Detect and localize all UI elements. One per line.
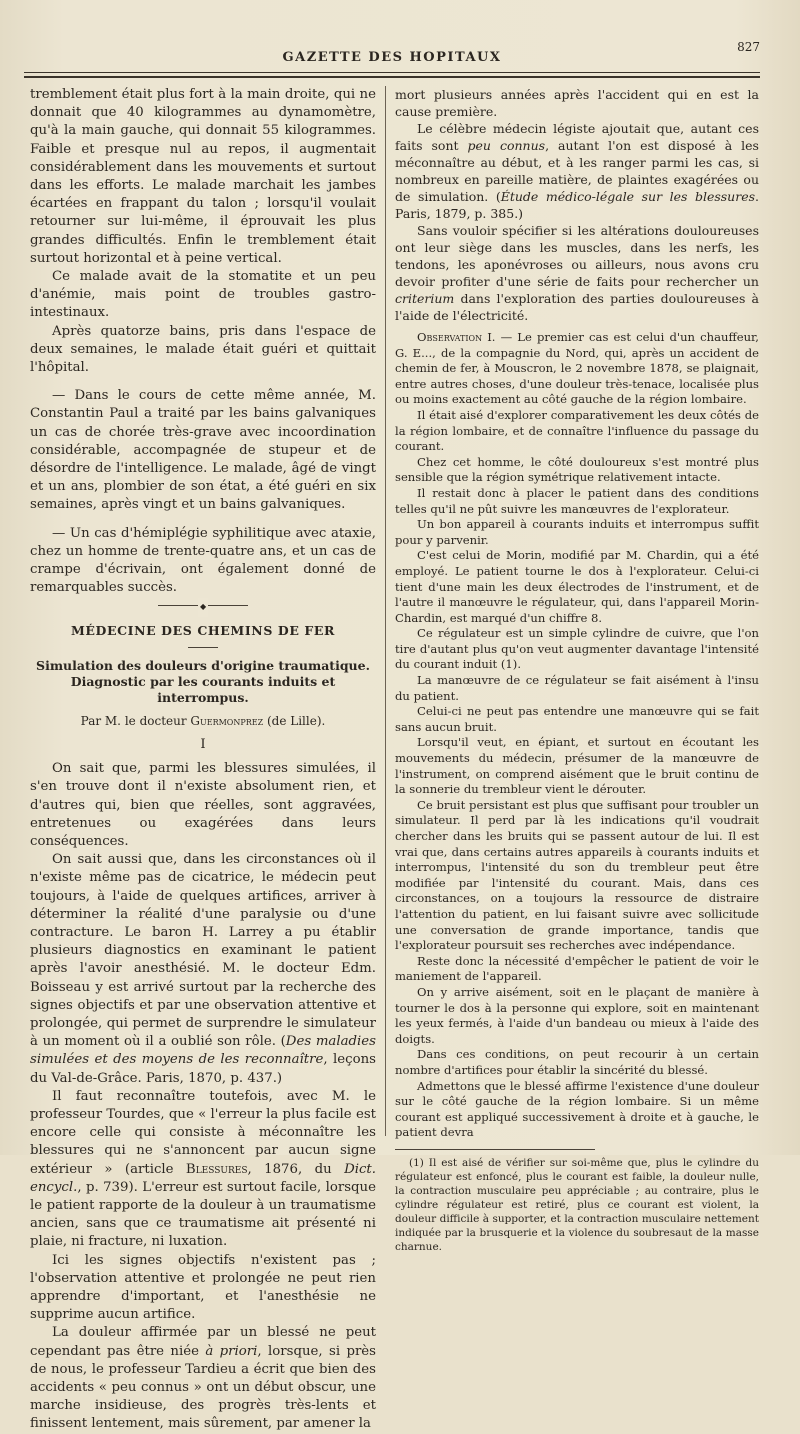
paragraph: On sait aussi que, dans les circonstances où il n'existe même pas de cicatrice, le médecin peut toujours, à l'aide de quelques artifices, arriver à déterminer la réalité d'une paralysie ou d'une contracture. Le baron H. Larrey a pu établir plusieurs diagnostics en examinant le patient après l'avoir anesthésié. M. le docteur Edm. Boisseau y est arrivé surtout par la recherche des signes objectifs et par une observation attentive et prolongée, qui permet de surprendre le simulateur à un moment où il a oublié son rôle. (Des maladies simulées et des moyens de les reconnaître, leçons du Val-de-Grâce. Paris, 1870, p. 437.) xyxy=(30,852,376,1086)
paragraph: — Dans le cours de cette même année, M. Constantin Paul a traité par les bains galvaniques un cas de chorée très-grave avec incoordination considérable, accompagnée de stupeur et de désordre de l'intelligence. Le malade, âgé de vingt et un ans, plombier de son état, a été guéri en six semaines, après vingt et un bains galvaniques. xyxy=(30,388,376,513)
paragraph: Lorsqu'il veut, en épiant, et surtout en écoutant les mouvements du médecin, présumer de la manœuvre de l'instrument, on comprend aisément que le bruit continu de la sonnerie du trembleur vient le dérouter. xyxy=(395,735,759,797)
part-number: I xyxy=(200,736,206,752)
paragraph: Dans ces conditions, on peut recourir à un certain nombre d'artifices pour établir la sincérité du blessé. xyxy=(395,1047,759,1077)
paragraph: C'est celui de Morin, modifié par M. Chardin, qui a été employé. Le patient tourne le dos à l'explorateur. Celui-ci tient d'une main les deux électrodes de l'instrument, et de l'autre il manœuvre le régulateur, qui, dans l'appareil Morin-Chardin, est marqué d'un chiffre 8. xyxy=(395,548,759,625)
paragraph: Ce bruit persistant est plus que suffisant pour troubler un simulateur. Il perd par là les indications qu'il voudrait chercher dans les bruits qui se passent autour de lui. Il est vrai que, dans certains autres appareils à courants induits et interrompus, l'intensité du son du trembleur peut être modifiée par l'intensité du courant. Mais, dans ces circonstances, on a toujours la ressource de distraire l'attention du patient, en lui faisant suivre avec sollicitude une conversation de grande importance, tandis que l'explorateur poursuit ses recherches avec indépendance. xyxy=(395,797,759,953)
paragraph: tremblement était plus fort à la main droite, qui ne donnait que 40 kilogrammes au dynamomètre, qu'à la main gauche, qui donnait 55 kilogrammes. Faible et presque nul au repos, il augmentait considérablement dans les mouvements et surtout dans les efforts. Le malade marchait les jambes écartées en frappant du talon ; lorsqu'il voulait retourner sur lui-même, il éprouvait les plus grandes difficultés. Enfin le tremblement était surtout horizontal et à peine vertical. xyxy=(30,87,376,266)
section-ornament xyxy=(158,605,248,612)
paragraph: Il restait donc à placer le patient dans des conditions telles qu'il ne pût suivre les manœuvres de l'explorateur. xyxy=(395,485,759,516)
paragraph: — Un cas d'hémiplégie syphilitique avec ataxie, chez un homme de trente-quatre ans, et un cas de crampe d'écrivain, ont également donné de remarquables succès. xyxy=(30,525,376,596)
footnote-rule xyxy=(395,1149,595,1150)
paragraph: Sans vouloir spécifier si les altérations douloureuses ont leur siège dans les muscles, dans les nerfs, les tendons, les aponévroses ou ailleurs, nous avons cru devoir profiter d'une série de faits pour rechercher un criterium dans l'exploration des parties douloureuses à l'aide de l'électricité. xyxy=(395,223,759,323)
paragraph: Ce malade avait de la stomatite et un peu d'anémie, mais point de troubles gastro-intestinaux. xyxy=(30,269,376,321)
paragraph: Il faut reconnaître toutefois, avec M. le professeur Tourdes, que « l'erreur la plus facile est encore celle qui consiste à méconnaître les blessures qui ne s'annoncent par aucun signe extérieur » (article Blessures, 1876, du Dict. encycl., p. 739). L'erreur est surtout facile, lorsque le patient rapporte de la douleur à un traumatisme ancien, sans que ce traumatisme ait présenté ni plaie, ni fracture, ni luxation. xyxy=(30,1088,376,1250)
paragraph: Un bon appareil à courants induits et interrompus suffit pour y parvenir. xyxy=(395,517,759,547)
observation-paragraph: Observation I. — Le premier cas est celui d'un chauffeur, G. E..., de la compagnie du Nord, qui, après un accident de chemin de fer, à Mouscron, le 2 novembre 1878, se plaignait, entre autres choses, d'une douleur très-tenace, localisée plus ou moins exactement au côté gauche de la région lombaire. xyxy=(395,330,759,407)
paragraph: Après quatorze bains, pris dans l'espace de deux semaines, le malade était guéri et quittait l'hôpital. xyxy=(30,323,376,376)
paragraph: Le célèbre médecin légiste ajoutait que, autant ces faits sont peu connus, autant l'on est disposé à les méconnaître au début, et à les ranger parmi les cas, si nombreux en pareille matière, de plaintes exagérées ou de simulation. (Étude médico-légale sur les blessures. Paris, 1879, p. 385.) xyxy=(395,121,759,221)
paragraph: Ce régulateur est un simple cylindre de cuivre, que l'on tire d'autant plus qu'on veut augmenter davantage l'intensité du courant induit (1). xyxy=(395,626,759,672)
byline: Par M. le docteur Guermonprez (de Lille). xyxy=(80,713,326,728)
short-divider xyxy=(188,647,218,648)
paragraph: Chez cet homme, le côté douloureux s'est montré plus sensible que la région symétrique relativement intacte. xyxy=(395,454,759,485)
paragraph: mort plusieurs années après l'accident qui en est la cause première. xyxy=(395,87,759,119)
paragraph: La douleur affirmée par un blessé ne peut cependant pas être niée à priori, lorsque, si près de nous, le professeur Tardieu a écrit que bien des accidents « peu connus » ont un début obscur, une marche insidieuse, des progrès très-lents et finissent lentement, mais sûrement, par amener la xyxy=(30,1325,376,1432)
left-column xyxy=(30,86,376,1432)
header-rule-thick xyxy=(24,76,760,78)
section-title: MÉDECINE DES CHEMINS DE FER xyxy=(70,623,336,639)
paragraph: Ici les signes objectifs n'existent pas ; l'observation attentive et prolongée ne peut rien apprendre d'important, et l'anesthésie ne supprime aucun artifice. xyxy=(30,1252,376,1323)
paragraph: Celui-ci ne peut pas entendre une manœuvre qui se fait sans aucun bruit. xyxy=(395,704,759,734)
paragraph: Reste donc la nécessité d'empêcher le patient de voir le maniement de l'appareil. xyxy=(395,953,759,984)
paragraph: Il était aisé d'explorer comparativement les deux côtés de la région lombaire, et de connaître l'influence du passage du courant. xyxy=(395,407,759,454)
page-header xyxy=(24,36,760,76)
author-name: Guermonprez xyxy=(190,713,264,728)
journal-title: GAZETTE DES HOPITAUX xyxy=(282,50,502,65)
right-column xyxy=(395,86,759,1253)
observation-label: Observation I. xyxy=(417,330,496,344)
footnote: (1) Il est aisé de vérifier sur soi-même que, plus le cylindre du régulateur est enfoncé, plus le courant est faible, la douleur nulle, la contraction musculaire peu appréciable ; au contraire, plus le cylindre régulateur est retiré, plus ce courant est violent, la douleur difficile à supporter, et la contraction musculaire nettement indiquée par la brusquerie et la violence du soubresaut de la masse charnue. xyxy=(395,1156,759,1253)
article-title: Simulation des douleurs d'origine traumatique. Diagnostic par les courants induits et interrompus. xyxy=(36,657,370,705)
header-rule xyxy=(24,72,760,73)
paragraph: La manœuvre de ce régulateur se fait aisément à l'insu du patient. xyxy=(395,673,759,703)
paragraph: On sait que, parmi les blessures simulées, il s'en trouve dont il n'existe absolument rien, et d'autres qui, bien que réelles, sont aggravées, entretenues ou exagérées dans leurs conséquences. xyxy=(30,761,376,849)
column-separator xyxy=(385,86,386,1136)
paragraph: Admettons que le blessé affirme l'existence d'une douleur sur le côté gauche de la région lombaire. Si un même courant est appliqué successivement à droite et à gauche, le patient devra xyxy=(395,1078,759,1140)
paragraph: On y arrive aisément, soit en le plaçant de manière à tourner le dos à la personne qui explore, soit en maintenant les yeux fermés, à l'aide d'un bandeau ou mieux à l'aide des doigts. xyxy=(395,984,759,1046)
page-number: 827 xyxy=(737,40,760,54)
